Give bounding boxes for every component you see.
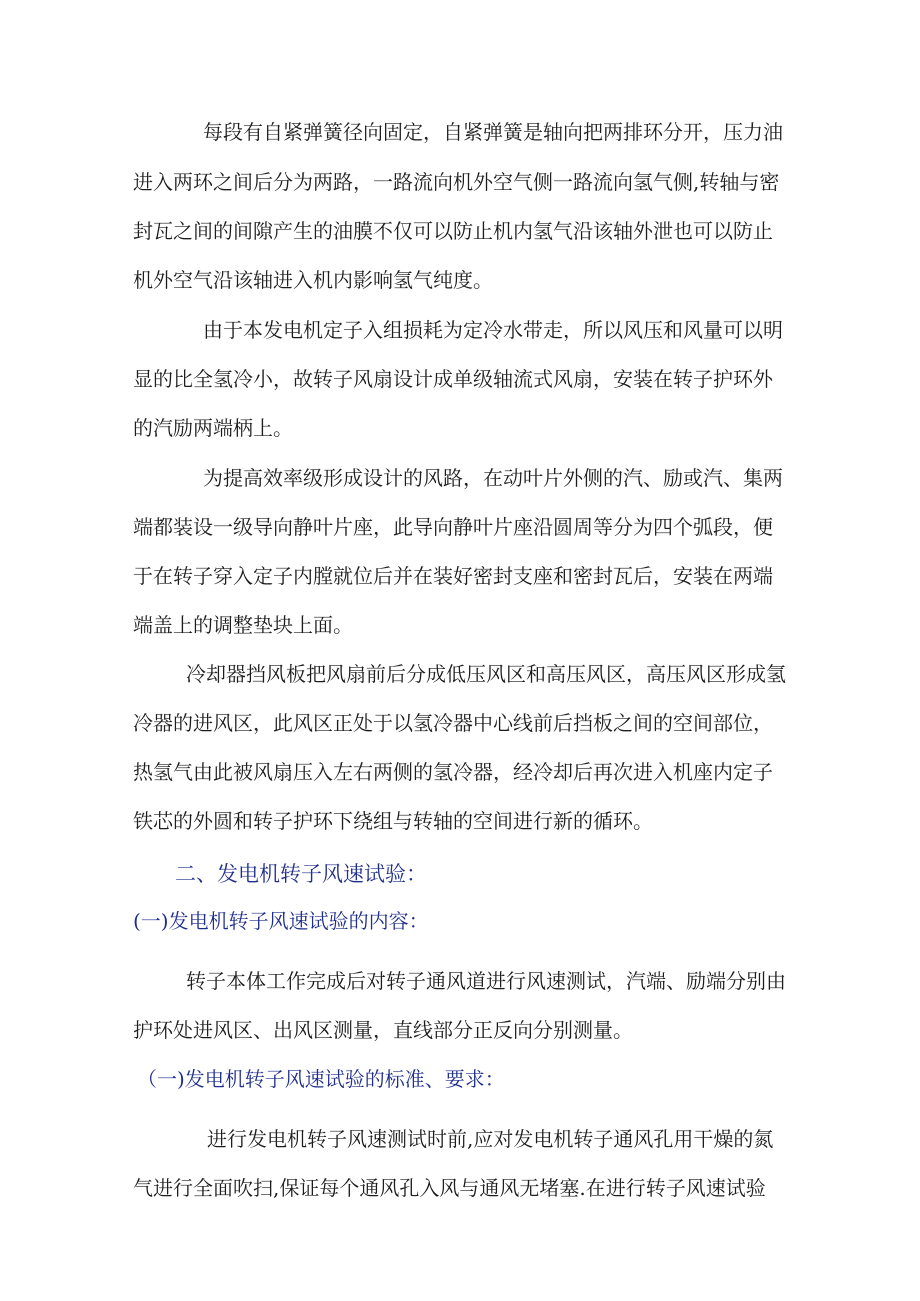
paragraph-4-line-1: 冷却器挡风板把风扇前后分成低压风区和高压风区，高压风区形成氢 [186,662,786,686]
paragraph-1-line-2: 进入两环之间后分为两路，一路流向机外空气侧一路流向氢气侧,转轴与密 [133,170,780,194]
paragraph-4-line-2: 冷器的进风区，此风区正处于以氢冷器中心线前后挡板之间的空间部位， [133,711,773,735]
paragraph-6-line-1: 进行发电机转子风速测试时前,应对发电机转子通风孔用干燥的氮 [207,1127,774,1151]
paragraph-5-line-2: 护环处进风区、出风区测量，直线部分正反向分别测量。 [133,1018,633,1042]
paragraph-4-line-3: 热氢气由此被风扇压入左右两侧的氢冷器，经冷却后再次进入机座内定子 [133,760,773,784]
section-heading: 二、发电机转子风速试验： [175,862,427,886]
paragraph-6-line-2: 气进行全面吹扫,保证每个通风孔入风与通风无堵塞.在进行转子风速试验 [133,1176,766,1200]
paragraph-5-line-1: 转子本体工作完成后对转子通风道进行风速测试，汽端、励端分别由 [186,969,786,993]
paragraph-2-line-2: 显的比全氢冷小，故转子风扇设计成单级轴流式风扇，安装在转子护环外 [133,367,773,391]
paragraph-4-line-4: 铁芯的外圆和转子护环下绕组与转轴的空间进行新的循环。 [133,809,653,833]
subheading-standards: （一)发电机转子风速试验的标准、要求： [137,1067,505,1091]
paragraph-3-line-2: 端都装设一级导向静叶片座，此导向静叶片座沿圆周等分为四个弧段，便 [133,515,773,539]
paragraph-3-line-3: 于在转子穿入定子内膛就位后并在装好密封支座和密封瓦后，安装在两端 [133,564,773,588]
paragraph-1-line-3: 封瓦之间的间隙产生的油膜不仅可以防止机内氢气沿该轴外泄也可以防止 [133,219,773,243]
paragraph-2-line-1: 由于本发电机定子入组损耗为定冷水带走，所以风压和风量可以明 [203,318,783,342]
paragraph-2-line-3: 的汽励两端柄上。 [133,416,293,440]
paragraph-3-line-1: 为提高效率级形成设计的风路，在动叶片外侧的汽、励或汽、集两 [203,466,783,490]
paragraph-3-line-4: 端盖上的调整垫块上面。 [133,613,353,637]
paragraph-1-line-4: 机外空气沿该轴进入机内影响氢气纯度。 [133,268,493,292]
paragraph-1-line-1: 每段有自紧弹簧径向固定，自紧弹簧是轴向把两排环分开，压力油 [203,120,783,144]
subheading-content: (一)发电机转子风速试验的内容： [133,909,429,933]
